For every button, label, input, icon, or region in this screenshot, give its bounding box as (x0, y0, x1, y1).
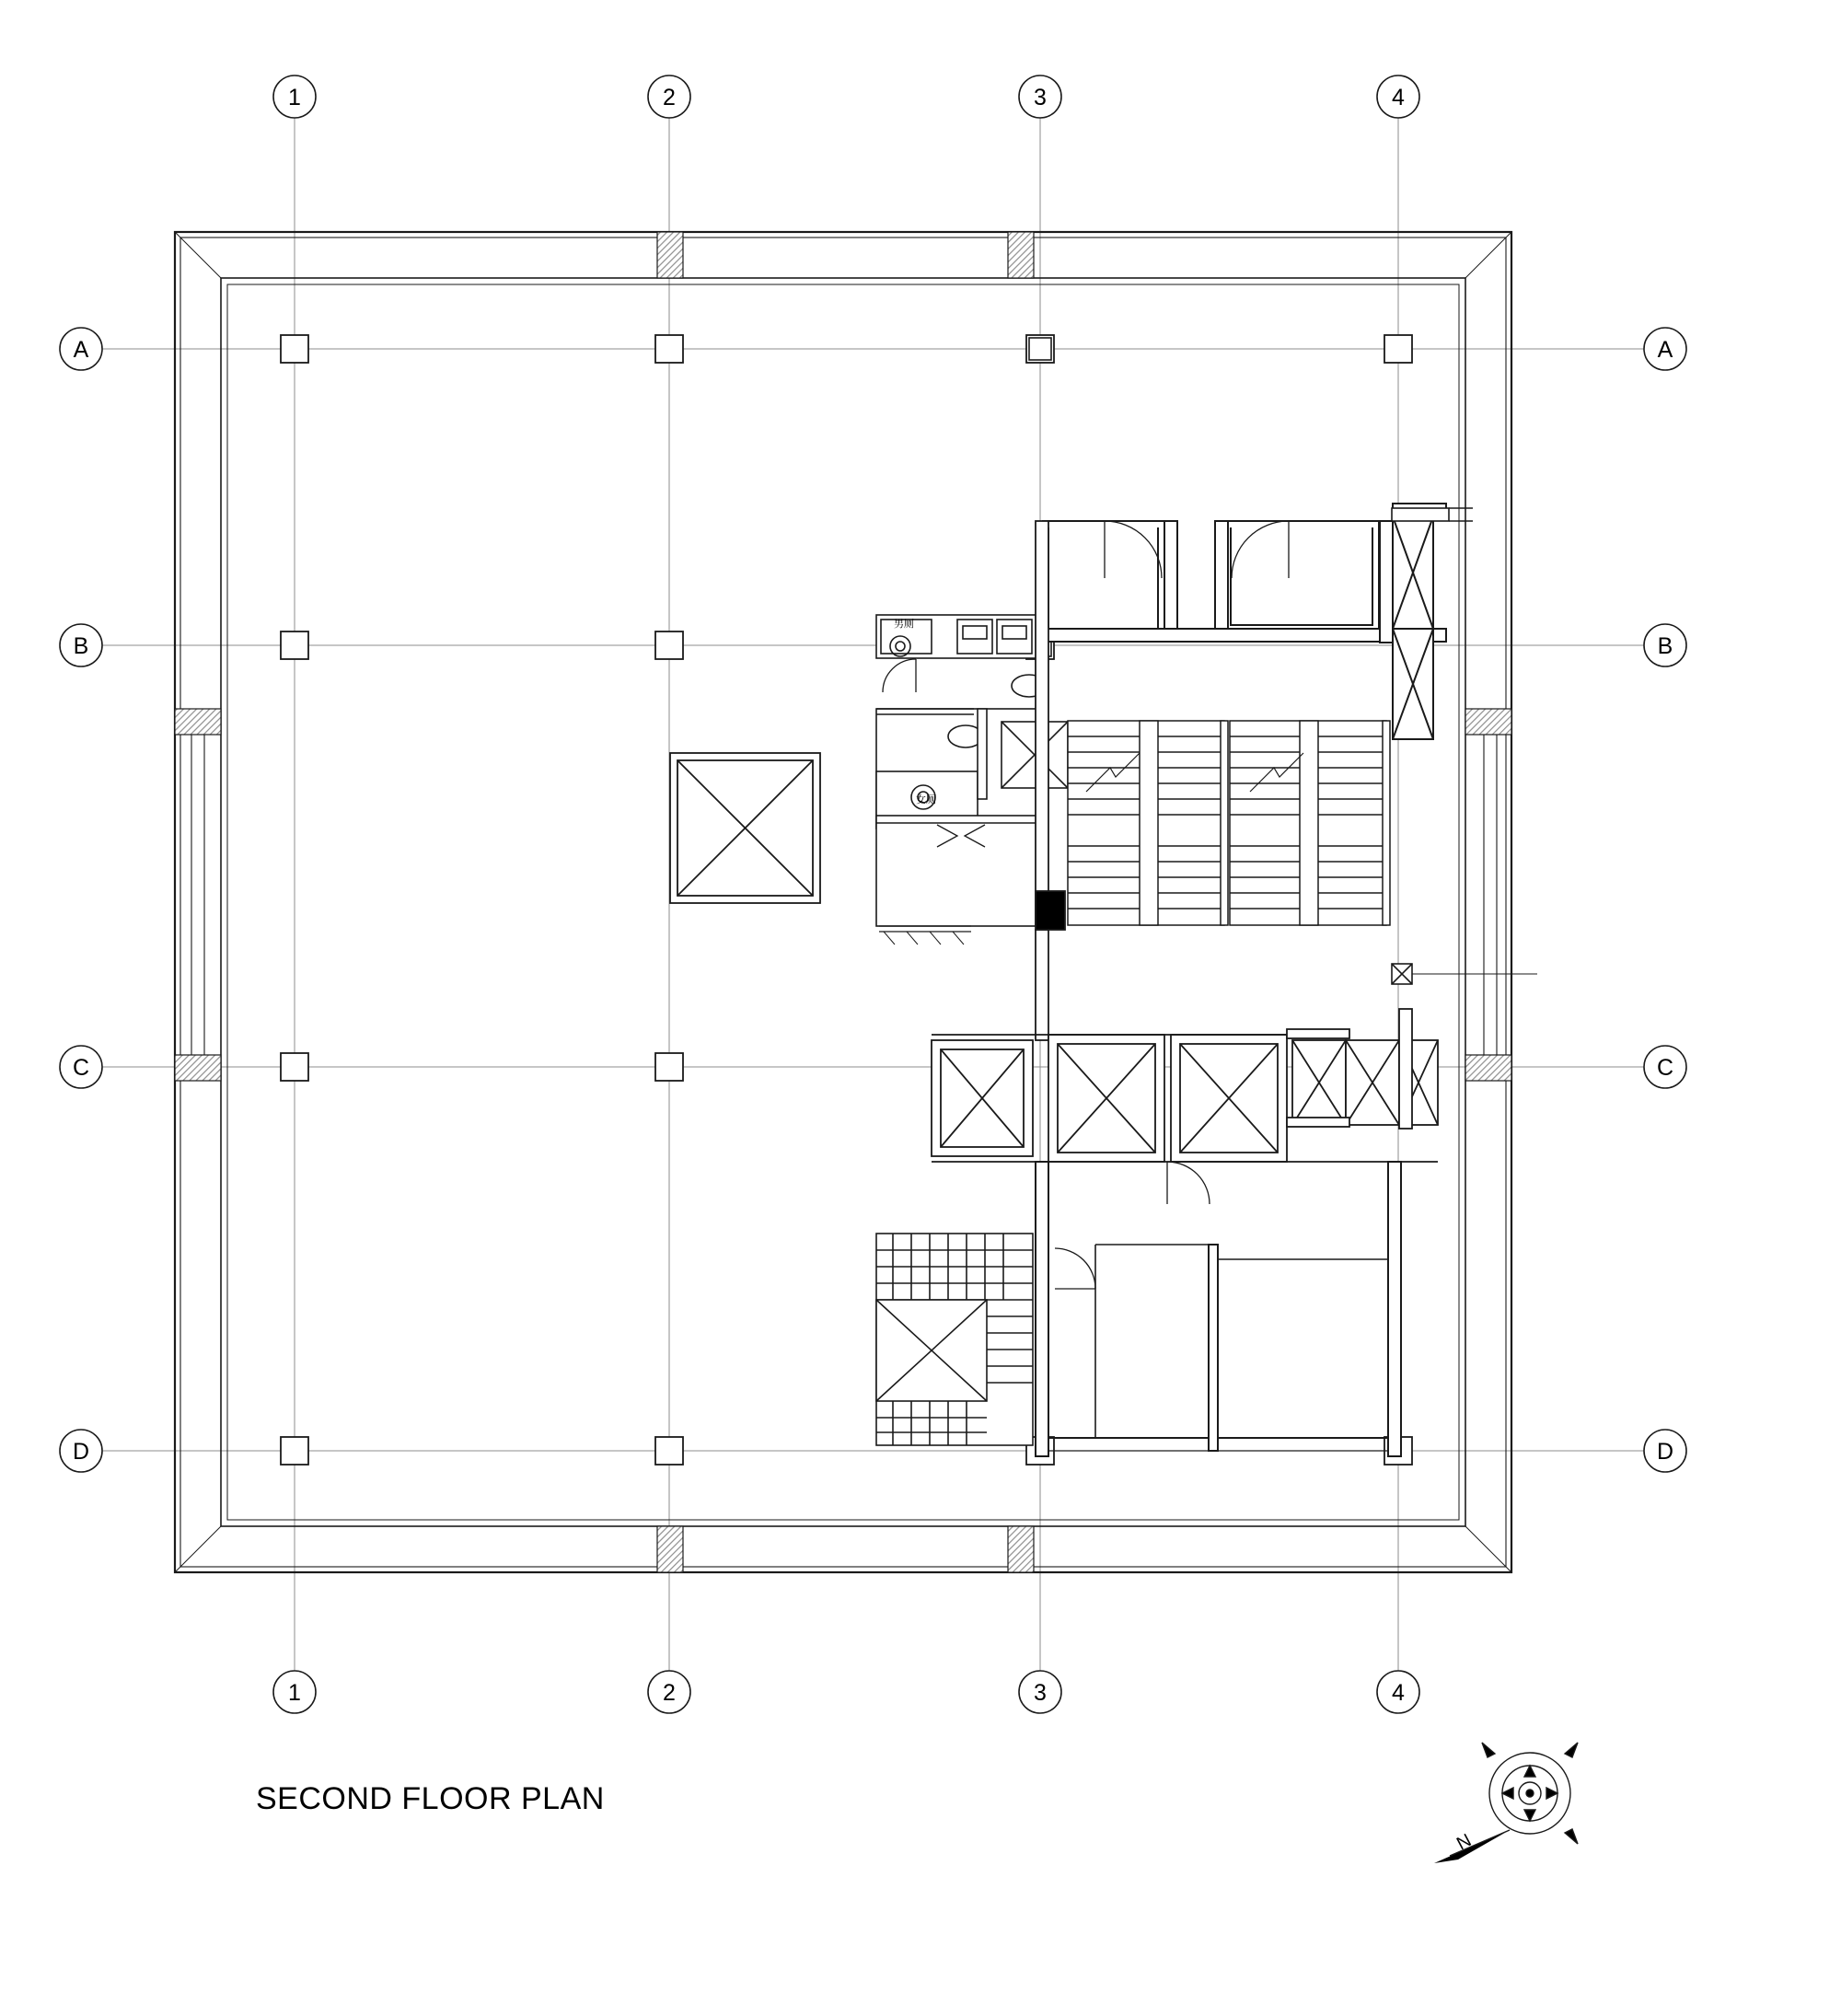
lower-rooms (1036, 1162, 1401, 1456)
grid-label-1-bottom: 1 (288, 1680, 301, 1706)
grid-label-1-top: 1 (288, 85, 301, 110)
wall-hatch-left-lower (175, 1055, 221, 1081)
grid-label-3-bottom: 3 (1034, 1680, 1047, 1706)
grid-bubble-labels (73, 85, 1673, 1706)
stair-stringer-2 (1300, 721, 1318, 925)
wall-hatch-right-upper (1465, 709, 1511, 735)
grid-label-4-bottom: 4 (1392, 1680, 1405, 1706)
grid-label-C-left: C (72, 1055, 90, 1081)
page-title: SECOND FLOOR PLAN (256, 1781, 605, 1816)
grid-label-3-top: 3 (1034, 85, 1047, 110)
stairs-core (1068, 721, 1390, 925)
grid-bubbles (60, 75, 1686, 1713)
atrium-void (670, 753, 820, 903)
wall-hatch-bottom-3 (1008, 1526, 1034, 1572)
wall-hatch-bottom-2 (657, 1526, 683, 1572)
column-1B (281, 631, 308, 659)
elevator-bank (932, 1009, 1438, 1162)
grid-label-A-left: A (73, 337, 89, 363)
secondary-stair (876, 1234, 1033, 1445)
grid-label-C-right: C (1656, 1055, 1674, 1081)
wall-hatch-top-3 (1008, 232, 1034, 278)
north-arrow-label: N (1453, 1830, 1476, 1855)
grid-label-B-right: B (1657, 633, 1673, 659)
grid-label-B-left: B (73, 633, 89, 659)
toilet-label-men: 男厕 (894, 619, 914, 630)
column-2C (655, 1053, 683, 1081)
column-1A (281, 335, 308, 363)
grid-label-2-bottom: 2 (663, 1680, 676, 1706)
column-1C (281, 1053, 308, 1081)
stair-stringer-1 (1140, 721, 1158, 925)
lower-room-left-wall (1036, 1162, 1048, 1456)
grid-label-2-top: 2 (663, 85, 676, 110)
north-arrow (1434, 1743, 1578, 1863)
column-2D (655, 1437, 683, 1465)
column-2B (655, 631, 683, 659)
toilet-label-women: 女厕 (916, 794, 936, 805)
column-1D (281, 1437, 308, 1465)
core-door-swings (1105, 521, 1289, 578)
wall-hatch-left-upper (175, 709, 221, 735)
grid-label-A-right: A (1657, 337, 1673, 363)
column-2A (655, 335, 683, 363)
column-4A (1384, 335, 1412, 363)
wall-hatch-right-lower (1465, 1055, 1511, 1081)
column-3A-inner (1029, 338, 1051, 360)
grid-label-D-right: D (1656, 1439, 1674, 1465)
core-walls (1036, 504, 1446, 739)
solid-core-marker (1036, 891, 1065, 930)
grid-label-D-left: D (72, 1439, 90, 1465)
lower-room-right-wall (1388, 1162, 1401, 1456)
grid-label-4-top: 4 (1392, 85, 1405, 110)
wall-hatch-top-2 (657, 232, 683, 278)
